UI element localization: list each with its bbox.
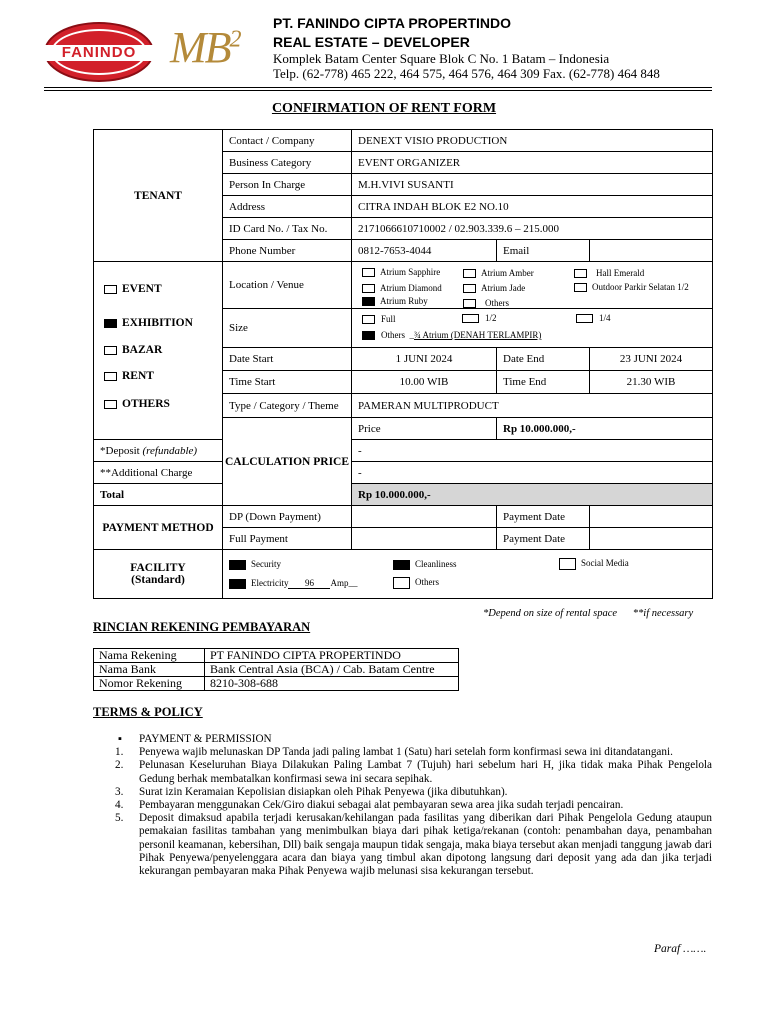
rent-form-table <box>93 129 713 599</box>
location-option[interactable]: Atrium Jade <box>463 283 525 293</box>
location-option[interactable]: Atrium Sapphire <box>362 267 440 277</box>
location-options <box>352 262 713 309</box>
theme-label: Type / Category / Theme <box>223 394 352 418</box>
company-subtitle: REAL ESTATE – DEVELOPER <box>273 34 470 50</box>
fanindo-logo <box>44 22 154 82</box>
full-date-value[interactable] <box>590 528 713 550</box>
total-label: Total <box>94 484 223 506</box>
facility-social-media[interactable]: Social Media <box>559 558 629 570</box>
paraf-label: Paraf ……. <box>654 943 707 955</box>
terms-heading: TERMS & POLICY <box>93 705 203 719</box>
theme-value[interactable]: PAMERAN MULTIPRODUCT <box>352 394 713 418</box>
dp-date-label: Payment Date <box>497 506 590 528</box>
size-option[interactable]: 1/2 <box>462 313 497 323</box>
facility-security[interactable]: Security <box>229 559 281 570</box>
tenant-section-label: TENANT <box>94 130 223 262</box>
company-address: Komplek Batam Center Square Blok C No. 1 Batam – Indonesia <box>273 51 610 66</box>
deposit-label: *Deposit (refundable) <box>94 440 223 462</box>
bank-value: PT FANINDO CIPTA PROPERTINDO <box>205 649 459 663</box>
size-label: Size <box>223 309 352 348</box>
event-type-option[interactable]: OTHERS <box>104 398 170 410</box>
time-end-value[interactable]: 21.30 WIB <box>590 371 713 394</box>
bank-table <box>93 648 459 691</box>
size-option[interactable]: Full <box>362 314 396 324</box>
bank-value: 8210-308-688 <box>205 677 459 691</box>
dp-value[interactable] <box>352 506 497 528</box>
field-label: Phone Number <box>223 240 352 262</box>
full-payment-label: Full Payment <box>223 528 352 550</box>
business-category-value[interactable]: EVENT ORGANIZER <box>352 152 713 174</box>
email-label: Email <box>497 240 590 262</box>
date-end-label: Date End <box>497 348 590 371</box>
facility-section-label: FACILITY (Standard) <box>94 550 223 599</box>
facility-cleanliness[interactable]: Cleanliness <box>393 559 457 570</box>
location-label: Location / Venue <box>223 262 352 309</box>
rent-checkbox[interactable] <box>104 372 117 381</box>
additional-charge-value[interactable]: - <box>352 462 713 484</box>
event-type-option[interactable]: EVENT <box>104 283 162 295</box>
additional-charge-label: **Additional Charge <box>94 462 223 484</box>
date-start-value[interactable]: 1 JUNI 2024 <box>352 348 497 371</box>
payment-section-label: PAYMENT METHOD <box>94 506 223 550</box>
date-start-label: Date Start <box>223 348 352 371</box>
field-label: Address <box>223 196 352 218</box>
price-value[interactable]: Rp 10.000.000,- <box>497 418 713 440</box>
address-value[interactable]: CITRA INDAH BLOK E2 NO.10 <box>352 196 713 218</box>
total-value: Rp 10.000.000,- <box>352 484 713 506</box>
terms-item: 2. Pelunasan Keseluruhan Biaya Dilakukan Paling Lambat 7 (Tujuh) hari sebelum hari H, jika tidak maka Pihak Pengelola Gedung berhak membatalkan konfirmasi sewa ini secara sepihak. <box>115 759 712 785</box>
facility-options <box>223 550 713 599</box>
contact-company-value[interactable]: DENEXT VISIO PRODUCTION <box>352 130 713 152</box>
bank-label: Nama Bank <box>94 663 205 677</box>
facility-others[interactable]: Others <box>393 577 439 589</box>
location-option[interactable]: Outdoor Parkir Selatan 1/2 <box>574 282 689 292</box>
header-divider-2 <box>44 90 712 91</box>
footnotes: *Depend on size of rental space **if necessary <box>483 608 694 619</box>
calculation-section-label: CALCULATION PRICE <box>223 418 352 506</box>
size-option[interactable]: 1/4 <box>576 313 611 323</box>
time-end-label: Time End <box>497 371 590 394</box>
time-start-label: Time Start <box>223 371 352 394</box>
event-type-option[interactable]: EXHIBITION <box>104 317 193 329</box>
dp-label: DP (Down Payment) <box>223 506 352 528</box>
fanindo-logo-text: FANINDO <box>61 43 137 61</box>
mb2-logo: $MB^2$ <box>170 23 240 72</box>
size-others-value: ¾ Atrium (DENAH TERLAMPIR) <box>414 330 542 340</box>
field-label: Business Category <box>223 152 352 174</box>
others-checkbox[interactable] <box>104 400 117 409</box>
phone-value[interactable]: 0812-7653-4044 <box>352 240 497 262</box>
person-in-charge-value[interactable]: M.H.VIVI SUSANTI <box>352 174 713 196</box>
field-label: ID Card No. / Tax No. <box>223 218 352 240</box>
full-date-label: Payment Date <box>497 528 590 550</box>
location-option[interactable]: Atrium Ruby <box>362 296 428 306</box>
id-tax-value[interactable]: 2171066610710002 / 02.903.339.6 – 215.000 <box>352 218 713 240</box>
deposit-value[interactable]: - <box>352 440 713 462</box>
size-option-others[interactable]: Others _¾ Atrium (DENAH TERLAMPIR) <box>362 330 541 340</box>
bank-label: Nama Rekening <box>94 649 205 663</box>
bank-label: Nomor Rekening <box>94 677 205 691</box>
terms-subheading: ▪ PAYMENT & PERMISSION <box>118 733 272 745</box>
full-payment-value[interactable] <box>352 528 497 550</box>
date-end-value[interactable]: 23 JUNI 2024 <box>590 348 713 371</box>
terms-item: 1. Penyewa wajib melunaskan DP Tanda jadi paling lambat 1 (Satu) hari setelah form konfirmasi sewa ini ditandatangani. <box>115 746 673 759</box>
event-checkbox[interactable] <box>104 285 117 294</box>
event-type-option[interactable]: RENT <box>104 370 154 382</box>
field-label: Person In Charge <box>223 174 352 196</box>
email-value[interactable] <box>590 240 713 262</box>
time-start-value[interactable]: 10.00 WIB <box>352 371 497 394</box>
location-option[interactable]: Hall Emerald <box>574 268 644 278</box>
terms-list <box>115 733 712 878</box>
terms-item: 5. Deposit dimaksud apabila terjadi kerusakan/kehilangan pada fasilitas yang diberikan dari Pihak Pengelola Gedung ataupun pemakaian fasilitas tambahan yang menimbulkan biaya dari pihak ketiga/rekanan (contoh: penambahan daya, penambahan personil keamanan, kebersihan, Dll) baik sengaja maupun tidak sengaja, maka biaya tersebut akan menjadi tanggung jawab dari Pihak Penyewa/penyelenggara acara dan biaya yang timbul akan dipotong langsung dari deposit yang ada dan jika terjadi kekurangan pembayaran maka Pihak Penyewa wajib melunasi sisa kekurangan tersebut. <box>115 812 712 878</box>
event-type-option[interactable]: BAZAR <box>104 344 162 356</box>
bank-heading: RINCIAN REKENING PEMBAYARAN <box>93 620 311 634</box>
company-phone: Telp. (62-778) 465 222, 464 575, 464 576, 464 309 Fax. (62-778) 464 848 <box>273 66 660 81</box>
form-title: CONFIRMATION OF RENT FORM <box>271 101 497 116</box>
exhibition-checkbox[interactable] <box>104 319 117 328</box>
event-type-section <box>94 262 223 440</box>
company-name: PT. FANINDO CIPTA PROPERTINDO <box>273 15 512 31</box>
dp-date-value[interactable] <box>590 506 713 528</box>
size-options <box>352 309 713 348</box>
location-option[interactable]: Atrium Amber <box>463 268 534 278</box>
bazar-checkbox[interactable] <box>104 346 117 355</box>
location-option[interactable]: Others <box>463 298 509 308</box>
header-divider <box>44 87 712 88</box>
price-label: Price <box>352 418 497 440</box>
facility-electricity[interactable]: Electricity 96 Amp__ <box>229 578 357 589</box>
bank-value: Bank Central Asia (BCA) / Cab. Batam Centre <box>205 663 459 677</box>
field-label: Contact / Company <box>223 130 352 152</box>
electricity-amp-value: 96 <box>288 578 330 589</box>
location-option[interactable]: Atrium Diamond <box>362 283 442 293</box>
terms-item: 4. Pembayaran menggunakan Cek/Giro diakui sebagai alat pembayaran sewa area jika sudah terjadi pencairan. <box>115 799 624 812</box>
terms-item: 3. Surat izin Keramaian Kepolisian disiapkan oleh Pihak Penyewa (jika dibutuhkan). <box>115 785 508 798</box>
